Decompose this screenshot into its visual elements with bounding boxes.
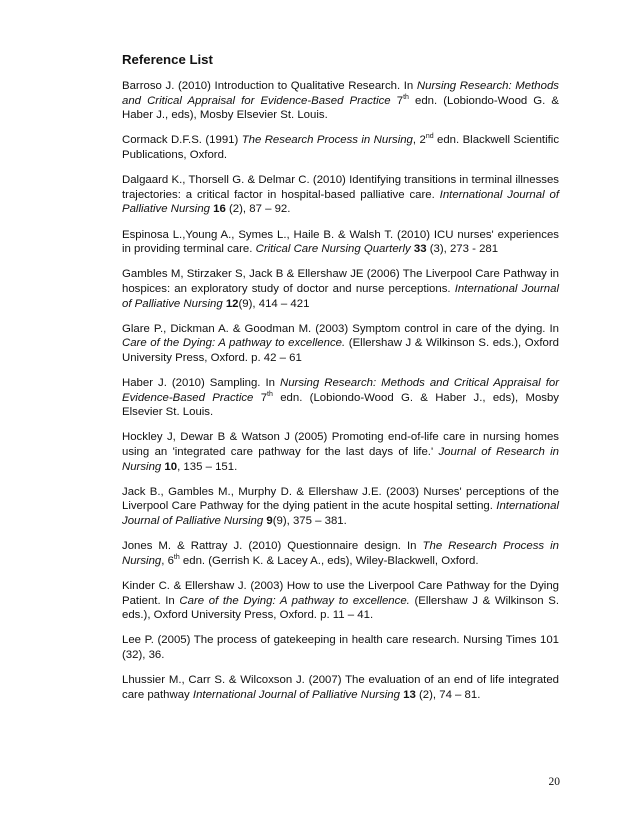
reference-entry <box>122 430 559 474</box>
reference-text: Kinder C. & Ellershaw J. (2003) How to use the Liverpool Care Pathway for the Dying Patient. In <box>122 579 559 607</box>
publication-title: Critical Care Nursing Quarterly <box>255 243 411 256</box>
reference-entry <box>122 322 559 366</box>
reference-text: 7 <box>253 391 268 404</box>
ordinal-superscript: th <box>403 93 409 101</box>
reference-entry <box>122 539 559 568</box>
volume-number: 10 <box>164 460 178 473</box>
reference-text: Lhussier M., Carr S. & Wilcoxson J. (2007) The evaluation of an end of life integrated care pathway <box>122 674 559 701</box>
reference-text: edn. (Lobiondo-Wood G. & Haber J., eds), Mosby Elsevier St. Louis. <box>122 94 560 122</box>
reference-entry <box>122 133 559 162</box>
reference-entry <box>122 228 559 257</box>
publication-title: International Journal of Palliative Nursing <box>122 500 559 527</box>
reference-text: , 2 <box>412 134 426 147</box>
reference-entry <box>122 376 559 420</box>
page-number: 20 <box>548 776 560 788</box>
publication-title: Care of the Dying: A pathway to excellence. <box>179 594 410 607</box>
reference-text: edn. (Gerrish K. & Lacey A., eds), Wiley-Blackwell, Oxford. <box>179 554 479 567</box>
ordinal-superscript: th <box>267 390 273 398</box>
reference-text: edn. (Lobiondo-Wood G. & Haber J., eds), Mosby Elsevier St. Louis. <box>122 391 560 419</box>
reference-entry <box>122 79 559 123</box>
publication-title: Journal of Research in Nursing <box>122 446 560 473</box>
reference-text: Glare P., Dickman A. & Goodman M. (2003) Symptom control in care of the dying. In <box>122 322 559 335</box>
reference-entry <box>122 485 559 529</box>
volume-number: 33 <box>413 243 427 256</box>
reference-text: , 6 <box>161 554 174 567</box>
publication-title: The Research Process in Nursing <box>122 540 559 567</box>
reference-text: (Ellershaw J & Wilkinson S. eds.), Oxford University Press, Oxford. p. 11 – 41. <box>122 594 559 622</box>
reference-text: Haber J. (2010) Sampling. In <box>122 377 280 390</box>
reference-text: Espinosa L.,Young A., Symes L., Haile B. & Walsh T. (2010) ICU nurses' experiences in providing terminal care. <box>122 228 559 256</box>
reference-entries <box>122 79 559 702</box>
reference-entry <box>122 173 559 217</box>
publication-title: International Journal of Palliative Nursing <box>122 282 560 310</box>
publication-title: Nursing Research: Methods and Critical Appraisal for Evidence-Based Practice <box>122 377 559 404</box>
volume-number: 12 <box>225 297 239 310</box>
reference-entry <box>122 633 559 662</box>
reference-text: Jones M. & Rattray J. (2010) Questionnaire design. In <box>122 540 423 553</box>
ordinal-superscript: th <box>173 553 180 561</box>
reference-text: Lee P. (2005) The process of gatekeeping in health care research. Nursing Times 101 (32), 36. <box>122 634 559 661</box>
reference-text: Barroso J. (2010) Introduction to Qualitative Research. In <box>122 80 417 92</box>
reference-entry <box>122 579 559 623</box>
reference-text: (3), 273 - 281 <box>426 243 499 256</box>
volume-number: 9 <box>266 515 273 527</box>
reference-list-heading: Reference List <box>122 52 213 67</box>
reference-text: Dalgaard K., Thorsell G. & Delmar C. (2010) Identifying transitions in terminal illnesses trajectories: a critical factor in hospital-based palliative care. <box>122 174 559 201</box>
reference-entry <box>122 673 559 702</box>
reference-text: (9), 414 – 421 <box>238 297 310 310</box>
reference-text: Gambles M, Stirzaker S, Jack B & Ellershaw JE (2006) The Liverpool Care Pathway in hospices: an exploratory study of doctor and nurse perceptions. <box>122 268 559 295</box>
reference-text: , 135 – 151. <box>177 460 238 473</box>
volume-number: 13 <box>403 688 416 701</box>
reference-text: Hockley J, Dewar B & Watson J (2005) Promoting end-of-life care in nursing homes using an 'integrated care pathway for the last days of life.' <box>122 431 559 459</box>
reference-list-section <box>122 52 559 713</box>
ordinal-superscript: nd <box>425 133 434 141</box>
reference-text: Jack B., Gambles M., Murphy D. & Ellershaw J.E. (2003) Nurses' perceptions of the Liverpool Care Pathway for the dying patient in the acute hospital setting. <box>122 485 559 513</box>
reference-text: (2), 74 – 81. <box>415 688 481 701</box>
reference-text: edn. Blackwell Scientific Publications, Oxford. <box>122 134 560 161</box>
publication-title: International Journal of Palliative Nursing <box>192 688 400 701</box>
reference-text: 7 <box>390 94 404 107</box>
publication-title: The Research Process in Nursing <box>241 134 413 147</box>
volume-number: 16 <box>213 203 226 216</box>
reference-entry <box>122 267 559 311</box>
reference-text: Cormack D.F.S. (1991) <box>122 134 242 147</box>
reference-text: (Ellershaw J & Wilkinson S. eds.), Oxford University Press, Oxford. p. 42 – 61 <box>122 337 559 364</box>
reference-text: (2), 87 – 92. <box>225 203 291 216</box>
publication-title: Care of the Dying: A pathway to excellence. <box>122 337 346 350</box>
reference-text: (9), 375 – 381. <box>272 515 347 527</box>
publication-title: Nursing Research: Methods and Critical Appraisal for Evidence-Based Practice <box>122 80 559 107</box>
publication-title: International Journal of Palliative Nursing <box>122 188 559 216</box>
